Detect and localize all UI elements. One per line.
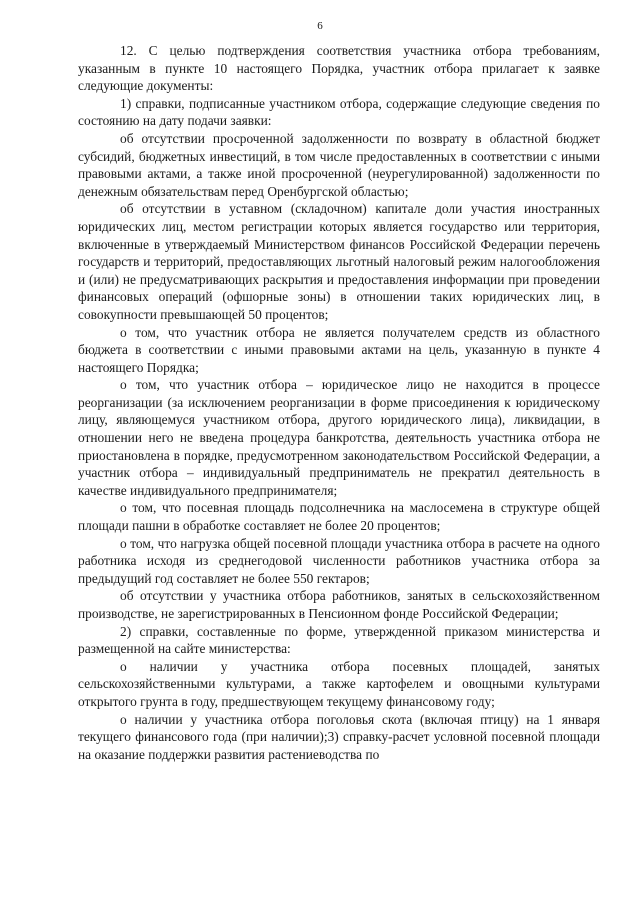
paragraph-item-1: 1) справки, подписанные участником отбора, содержащие следующие сведения по состоянию на дату подачи заявки:	[78, 95, 600, 129]
page-number: 6	[317, 20, 323, 32]
paragraph-no-unregistered-workers: об отсутствии у участника отбора работников, занятых в сельскохозяйственном производстве, не зарегистрированных в Пенсионном фонде Российской Федерации;	[78, 588, 600, 621]
paragraph-sown-areas: о наличии у участника отбора посевных площадей, занятых сельскохозяйственными культурами, а также картофелем и овощными культурами открытого грунта в году, предшествующем текущему финансовому году;	[78, 658, 600, 709]
paragraph-workload: о том, что нагрузка общей посевной площади участника отбора в расчете на одного работника исходя из среднегодовой численности работников участника отбора за предыдущий год составляет не более 550 гектаров;	[78, 535, 600, 586]
paragraph-12-intro: 12. С целью подтверждения соответствия участника отбора требованиям, указанным в пункте 10 настоящего Порядка, участник отбора прилагает к заявке следующие документы:	[78, 43, 600, 94]
document-body	[78, 42, 600, 763]
paragraph-no-reorganization: о том, что участник отбора – юридическое лицо не находится в процессе реорганизации (за исключением реорганизации в форме присоединения к юридическому лицу, являющемуся участником отбора, другого юридического лица), ликвидации, в отношении него не введена процедура банкротства, деятельность участника отбора не приостановлена в порядке, предусмотренном законодательством Российской Федерации, а участник отбора – индивидуальный предприниматель не прекратил деятельность в качестве индивидуального предпринимателя;	[78, 377, 600, 498]
paragraph-sunflower-area: о том, что посевная площадь подсолнечника на маслосемена в структуре общей площади пашни в обработке составляет не более 20 процентов;	[78, 500, 600, 534]
paragraph-item-2: 2) справки, составленные по форме, утвержденной приказом министерства и размещенной на сайте министерства:	[78, 623, 600, 657]
paragraph-livestock: о наличии у участника отбора поголовья скота (включая птицу) на 1 января текущего финансового года (при наличии);3) справку-расчет условной посевной площади на оказание поддержки развития растениеводства по	[78, 711, 600, 762]
paragraph-no-debt: об отсутствии просроченной задолженности по возврату в областной бюджет субсидий, бюджетных инвестиций, в том числе предоставленных в соответствии с иными правовыми актами, а также иной просроченной (неурегулированной) задолженности по денежным обязательствам перед Оренбургской областью;	[78, 130, 600, 199]
paragraph-not-recipient: о том, что участник отбора не является получателем средств из областного бюджета в соответствии с иными правовыми актами на цель, указанную в пункте 4 настоящего Порядка;	[78, 324, 600, 375]
paragraph-no-offshore: об отсутствии в уставном (складочном) капитале доли участия иностранных юридических лиц, местом регистрации которых является государство или территория, включенные в утверждаемый Министерством финансов Российской Федерации перечень государств и территорий, предоставляющих льготный налоговый режим налогообложения и (или) не предусматривающих раскрытия и предоставления информации при проведении финансовых операций (офшорные зоны) в отношении таких юридических лиц, в совокупности превышающей 50 процентов;	[78, 201, 600, 322]
